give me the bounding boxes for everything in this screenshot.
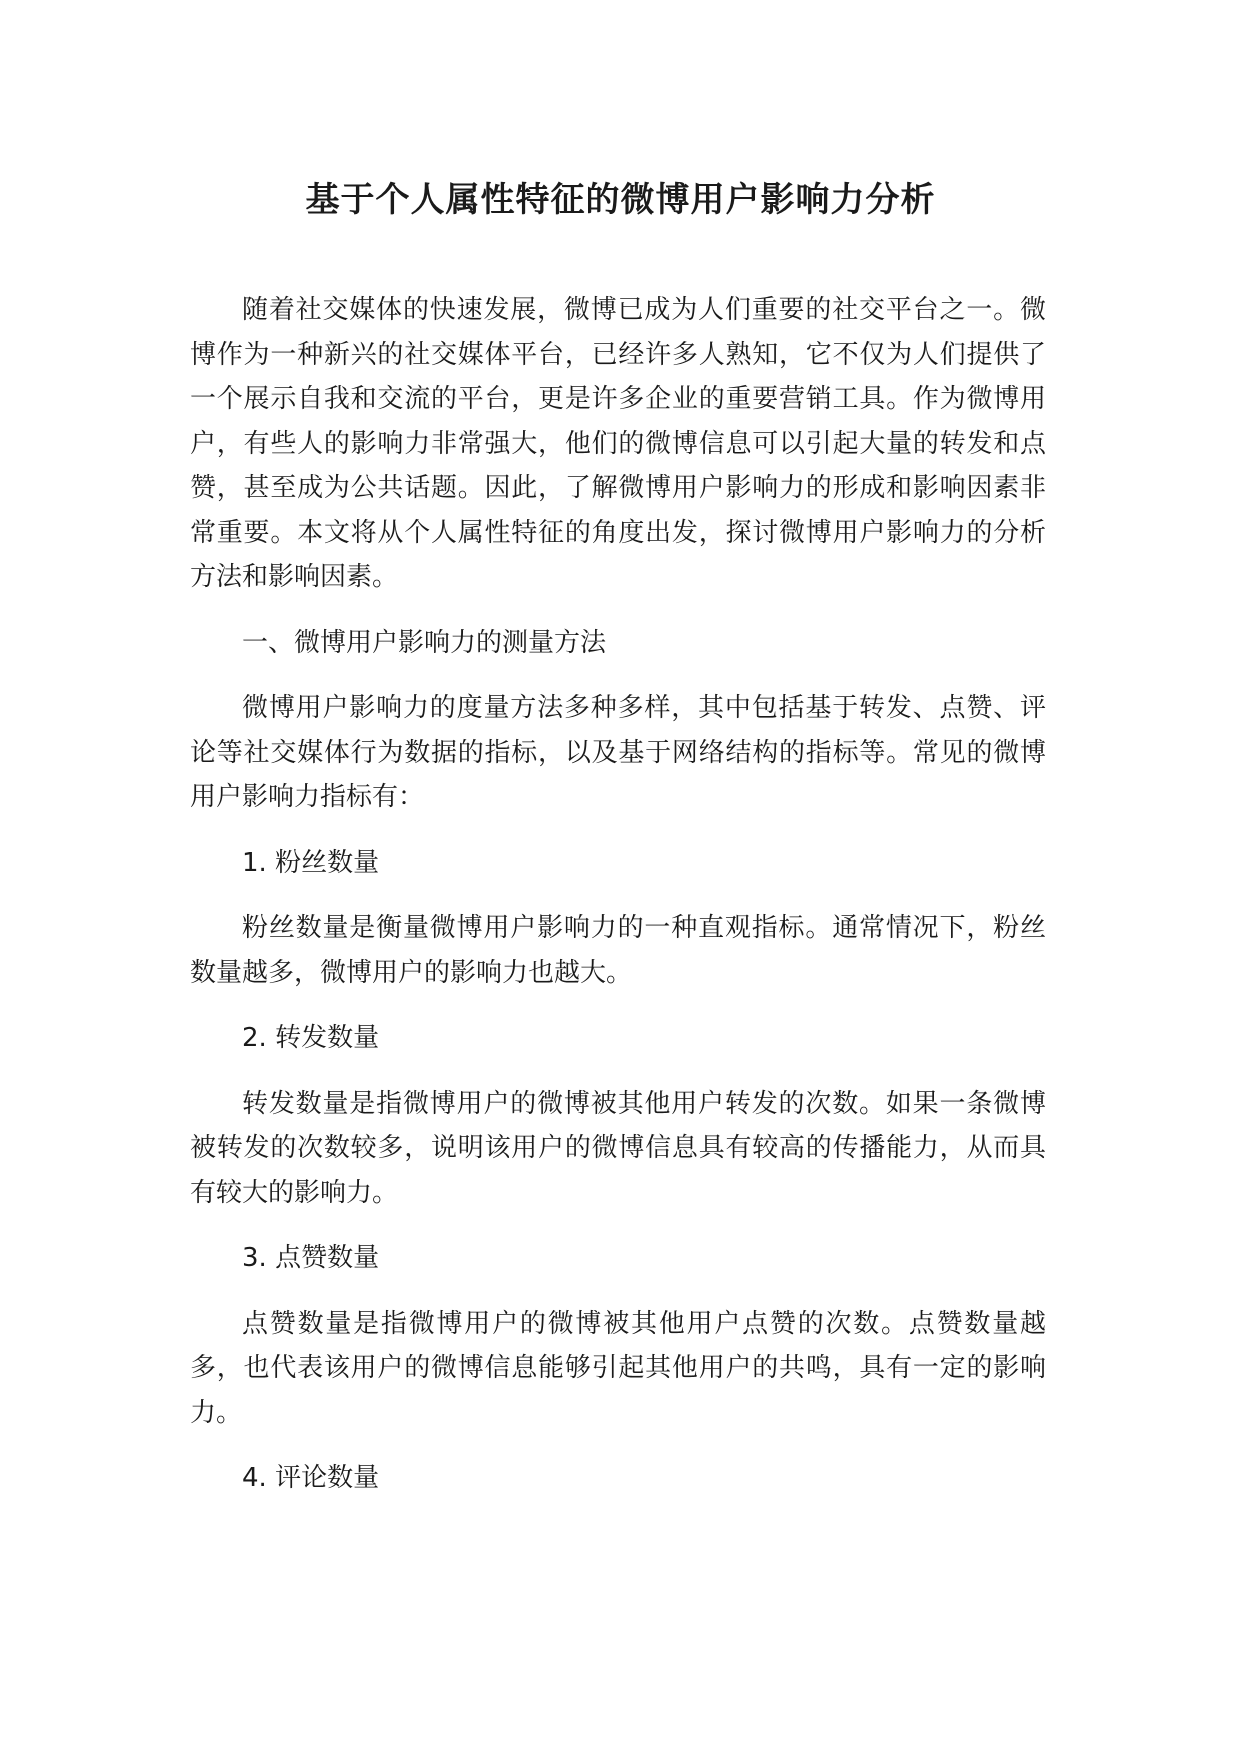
item-heading-likes: 3. 点赞数量 xyxy=(242,1243,380,1273)
followers-paragraph: 粉丝数量是衡量微博用户影响力的一种直观指标。通常情况下，粉丝数量越多，微博用户的影响力也越大。 xyxy=(190,913,1046,988)
item-heading-comments: 4. 评论数量 xyxy=(242,1463,380,1493)
measurement-paragraph: 微博用户影响力的度量方法多种多样，其中包括基于转发、点赞、评论等社交媒体行为数据的指标，以及基于网络结构的指标等。常见的微博用户影响力指标有： xyxy=(190,693,1046,812)
item-heading-reposts: 2. 转发数量 xyxy=(242,1023,380,1053)
likes-paragraph: 点赞数量是指微博用户的微博被其他用户点赞的次数。点赞数量越多，也代表该用户的微博信息能够引起其他用户的共鸣，具有一定的影响力。 xyxy=(190,1308,1046,1428)
intro-paragraph: 随着社交媒体的快速发展，微博已成为人们重要的社交平台之一。微博作为一种新兴的社交媒体平台，已经许多人熟知，它不仅为人们提供了一个展示自我和交流的平台，更是许多企业的重要营销工具。作为微博用户，有些人的影响力非常强大，他们的微博信息可以引起大量的转发和点赞，甚至成为公共话题。因此，了解微博用户影响力的形成和影响因素非常重要。本文将从个人属性特征的角度出发，探讨微博用户影响力的分析方法和影响因素。 xyxy=(190,295,1046,592)
reposts-paragraph: 转发数量是指微博用户的微博被其他用户转发的次数。如果一条微博被转发的次数较多，说明该用户的微博信息具有较高的传播能力，从而具有较大的影响力。 xyxy=(190,1088,1046,1208)
document-title: 基于个人属性特征的微博用户影响力分析 xyxy=(305,180,936,220)
document-body xyxy=(190,288,1046,1501)
item-heading-followers: 1. 粉丝数量 xyxy=(242,847,380,878)
section-heading-measurement: 一、微博用户影响力的测量方法 xyxy=(242,627,607,658)
